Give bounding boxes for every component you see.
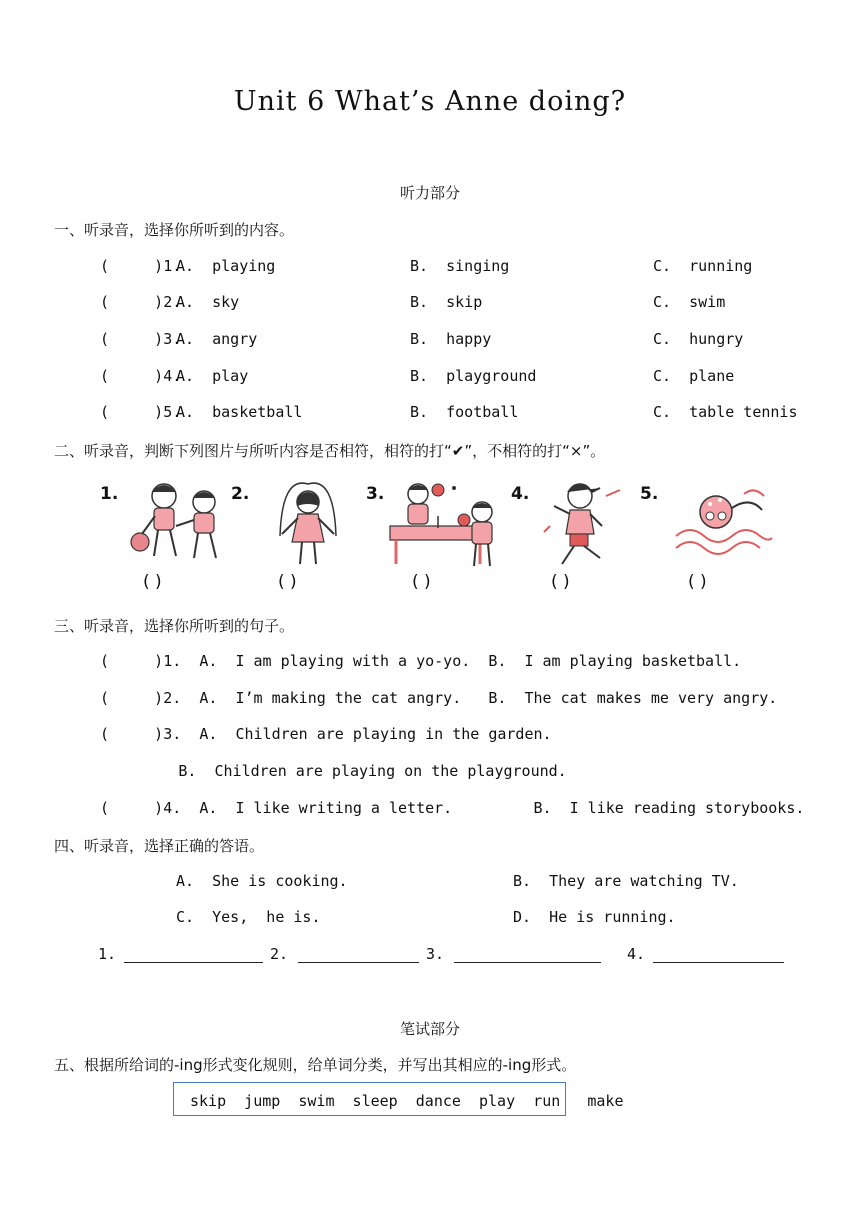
answer-blank[interactable]: [124, 962, 263, 963]
option-b: B. skip: [410, 293, 483, 311]
option-a: A. basketball: [176, 403, 303, 421]
item-number[interactable]: ( )5.: [100, 403, 182, 421]
sentence-item: B. Children are playing on the playground.: [70, 762, 567, 780]
blank-label: 4.: [627, 945, 646, 963]
item-number[interactable]: ( )4.: [100, 367, 182, 385]
section3-heading: 三、听录音，选择你所听到的句子。: [54, 617, 295, 635]
girl-running-icon: [540, 476, 632, 574]
item-number[interactable]: ( )3.: [100, 330, 182, 348]
kids-basketball-icon: [124, 476, 234, 574]
option-c: C. swim: [653, 293, 726, 311]
picture-number: 2.: [231, 484, 250, 504]
item-number[interactable]: ( )2.: [100, 293, 182, 311]
answer-paren[interactable]: ( ): [551, 572, 570, 592]
girl-skipping-icon: [268, 476, 348, 574]
option-b: B. football: [410, 403, 519, 421]
blank-label: 3.: [426, 945, 445, 963]
section5-heading: 五、根据所给词的-ing形式变化规则，给单词分类，并写出其相应的-ing形式。: [54, 1056, 577, 1074]
answer-blank[interactable]: [298, 962, 419, 963]
option-c: C. hungry: [653, 330, 744, 348]
answer-paren[interactable]: ( ): [278, 572, 297, 592]
item-number[interactable]: ( )1.: [100, 257, 182, 275]
sentence-item: ( )4. A. I like writing a letter. B. I like reading storybooks.: [100, 799, 805, 817]
word-list: skip jump swim sleep dance play run make: [190, 1092, 624, 1110]
swimmer-icon: [670, 476, 774, 574]
answer-paren[interactable]: ( ): [412, 572, 431, 592]
page-title: Unit 6 What’s Anne doing?: [233, 86, 627, 117]
answer-paren[interactable]: ( ): [688, 572, 707, 592]
answer-option-d: D. He is running.: [513, 908, 676, 926]
answer-paren[interactable]: ( ): [143, 572, 162, 592]
picture-number: 5.: [640, 484, 659, 504]
option-b: B. singing: [410, 257, 510, 275]
picture-number: 4.: [511, 484, 530, 504]
answer-blank[interactable]: [454, 962, 601, 963]
answer-blank[interactable]: [653, 962, 784, 963]
option-c: C. running: [653, 257, 753, 275]
listening-header: 听力部分: [399, 184, 460, 202]
option-a: A. playing: [176, 257, 276, 275]
table-tennis-icon: [384, 476, 506, 574]
answer-option-b: B. They are watching TV.: [513, 872, 739, 890]
sentence-item: ( )1. A. I am playing with a yo-yo. B. I am playing basketball.: [100, 652, 742, 670]
option-a: A. sky: [176, 293, 240, 311]
option-c: C. plane: [653, 367, 735, 385]
sentence-item: ( )2. A. I’m making the cat angry. B. The cat makes me very angry.: [100, 689, 778, 707]
option-a: A. angry: [176, 330, 258, 348]
option-b: B. playground: [410, 367, 537, 385]
section1-heading: 一、听录音，选择你所听到的内容。: [54, 221, 295, 239]
blank-label: 2.: [270, 945, 289, 963]
picture-number: 3.: [366, 484, 385, 504]
option-c: C. table tennis: [653, 403, 798, 421]
answer-option-c: C. Yes, he is.: [176, 908, 321, 926]
sentence-item: ( )3. A. Children are playing in the garden.: [100, 725, 552, 743]
answer-option-a: A. She is cooking.: [176, 872, 348, 890]
word-box: [173, 1082, 624, 1116]
section4-heading: 四、听录音，选择正确的答语。: [54, 837, 265, 855]
blank-label: 1.: [98, 945, 117, 963]
section2-heading: 二、听录音，判断下列图片与所听内容是否相符，相符的打“✔”，不相符的打“×”。: [54, 442, 606, 460]
option-b: B. happy: [410, 330, 492, 348]
written-header: 笔试部分: [399, 1020, 460, 1038]
option-a: A. play: [176, 367, 249, 385]
picture-number: 1.: [100, 484, 119, 504]
